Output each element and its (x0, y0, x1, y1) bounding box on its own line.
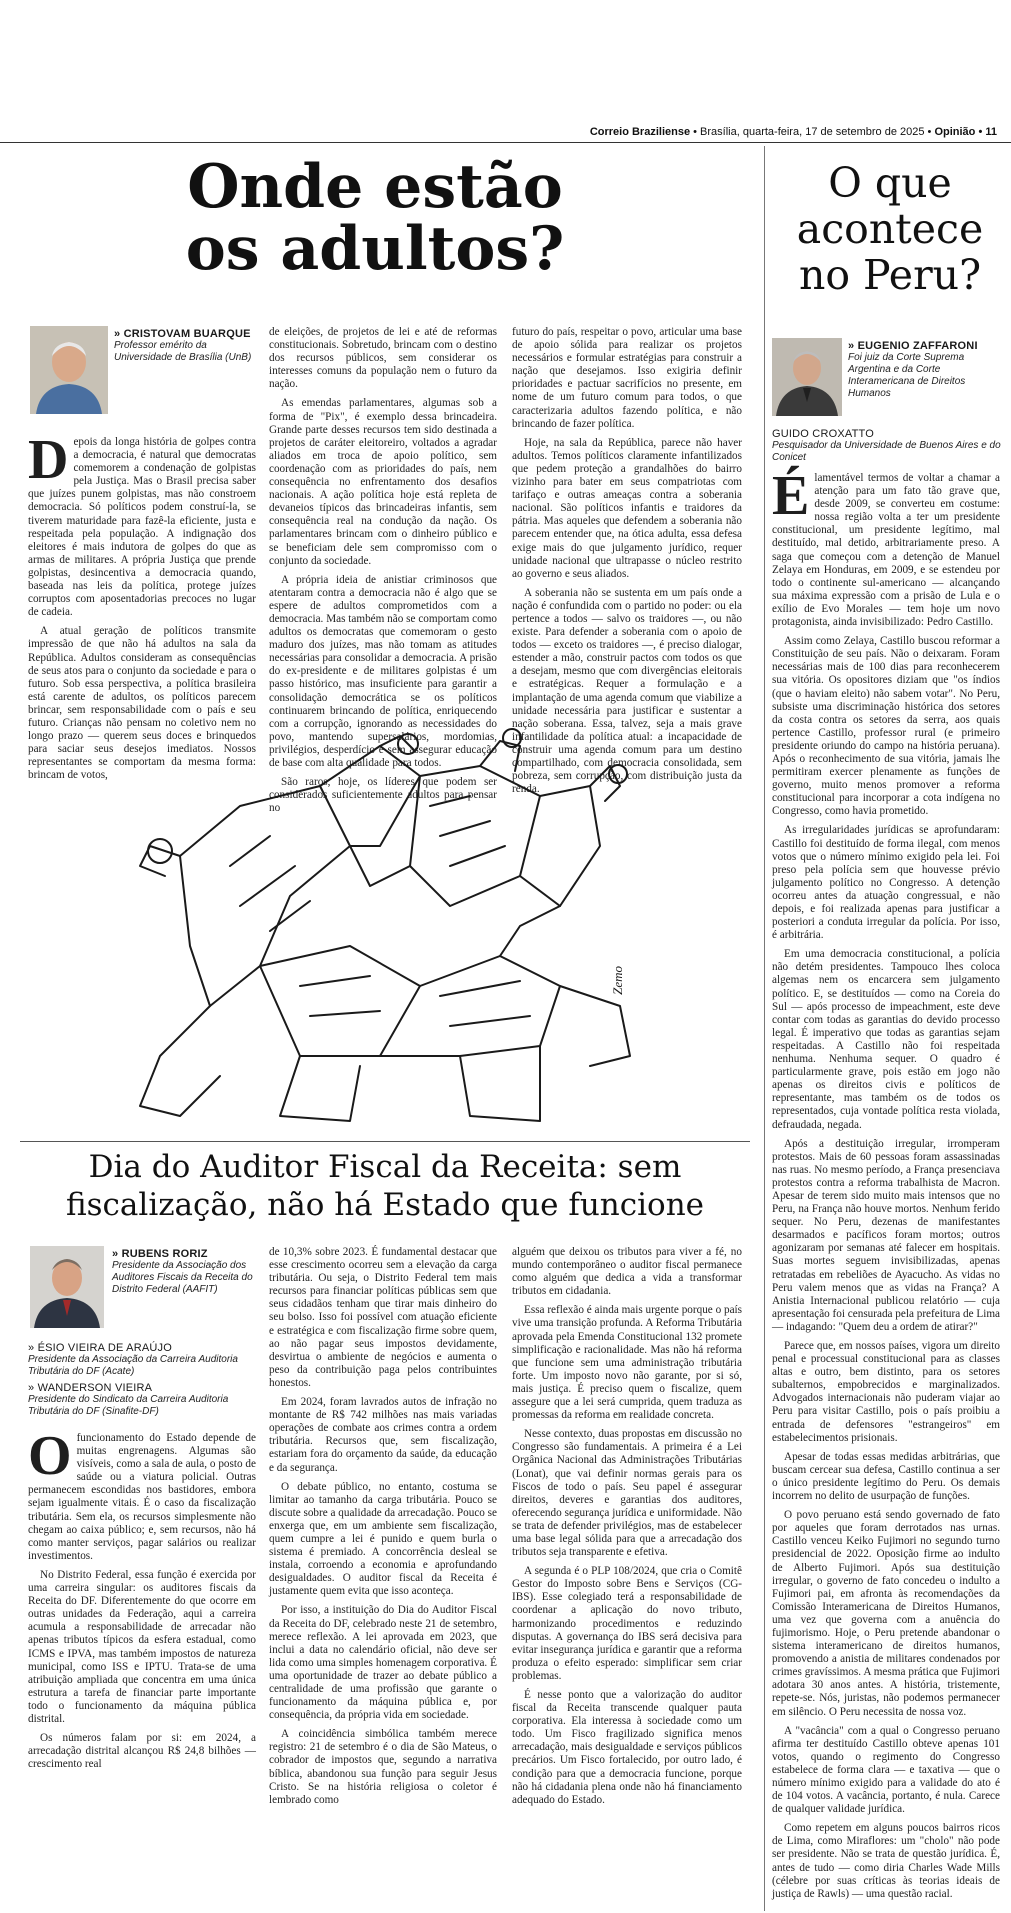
article3-p8: O povo peruano está sendo governado de fato por aqueles que foram derrotados nas urnas. Castillo venceu Keiko Fujimori no segundo turno presidencial de 2022. Oposição firme ao indulto de Alberto Fujimori. Após sua destituição irregular, o governo de fato concedeu o indulto a Fujimori pai, em afronta às recomendações da Comissão Interamericana de Direitos Humanos, uma vez que governa com a anuência do fujimorismo. Hoje, o Peru pretende abandonar o sistema interamericano de direitos humanos, promovendo a anistia de militares condenados por crimes gravíssimos. A mesma prática que Fujimori adotara 30 anos antes. A história, tristemente, repete-se. Nós, juristas, não podemos permanecer em silêncio. O Peru necessita de nossa voz. (772, 1509, 1000, 1718)
article1-c3p1: futuro do país, respeitar o povo, articular uma base de apoio sólida para realizar os projetos necessários e formular estratégias para construir a nação que desejamos. Isso exigiria definir prioridades e pactuar sacrifícios no presente, em nome de um futuro comum para todos, o que caracterizaria adultos fazendo política, e não brincando de fazer política. (512, 326, 742, 430)
article3-coauthor-name: GUIDO CROXATTO (772, 428, 875, 440)
article2-col1 (28, 1425, 256, 1777)
article3-p4: Em uma democracia constitucional, a polícia não detém presidentes. Tampouco lhes coloca algemas nem os encarcera sem julgamento político. E, se destituídos — como na Coreia do Sul — após processo de impeachment, este deve contar com todas as garantias do devido processo legal. É imperativo que todas as garantias sejam respeitadas. A Castillo não foi respeitada nenhuma. Nenhuma sequer. O quadro é particularmente grave, pois estão em jogo não apenas os direitos civis e políticos de representante, mas também os de todos os representados, cuja vontade política resta violada, defraudada, negada. (772, 948, 1000, 1131)
article3-author-photo (772, 338, 842, 416)
fighting-figures-illustration (120, 726, 650, 1136)
article1-author-name: » CRISTOVAM BUARQUE (114, 328, 251, 340)
article3-title-line3: no Peru? (798, 251, 982, 299)
dateline: • Brasília, quarta-feira, 17 de setembro de 2025 • (693, 126, 932, 138)
article1-c2p1: de eleições, de projetos de lei e até de reformas constitucionais. Sobretudo, brincam com o destino dos recursos públicos, sem considerar os interesses comuns da população nem o futuro da nação. (269, 326, 497, 391)
article2-c2p2: Em 2024, foram lavrados autos de infração no montante de R$ 742 milhões nas mais variadas operações de combate aos crimes contra a ordem tributária. Recursos que, sem fiscalização, estariam fora do orçamento da saúde, da educação e da segurança. (269, 1396, 497, 1474)
article1-title (120, 152, 630, 284)
article3-p1-text: lamentável termos de voltar a chamar a atenção para um fato tão grave que, desde 2009, se converteu em costume: nossa região volta a ter um presidente constitucional, um presidente legítimo, mal destituído, mal detido, arbitrariamente preso. A saga que começou com a detenção de Manuel Zelaya em Honduras, em 2009, e se estendeu por todo o continente sul-americano — alcançando sua máxima expressão com a prisão de Lula e o exílio de Evo Morales — tem hoje um novo protagonista, ainda invisibilizado: Pedro Castillo. (772, 472, 1000, 629)
article3-title-line1: O que (828, 159, 952, 207)
article1-p2: A atual geração de políticos transmite impressão de que não há adultos na sala da República. Adultos consideram as consequências de seus atos para o conjunto da sociedade e para o futuro. Sob essa perspectiva, a política brasileira está carente de adultos, os políticos parecem brincar, sem responsabilidade com o país e seu futuro. Crianças não pensam no coletivo nem no longo prazo — querem seus doces e brinquedos para saciar seus desejos imediatos. Nossos representantes se comportam da mesma forma: brincam de votos, (28, 625, 256, 782)
article3-p6: Parece que, em nossos países, vigora um direito penal e processual constitucional para as classes altas e outro, bem distinto, para os setores subalternos, empobrecidos e marginalizados. Advogados internacionais não puderam viajar ao Peru para visitar Castillo, pois o país proibiu a entrada de defensores "estrangeiros" em estabelecimentos prisionais. (772, 1340, 1000, 1444)
article1-c2p2: As emendas parlamentares, algumas sob a forma de "Pix", é exemplo dessa brincadeira. Grande parte desses recursos tem sido destinada a projetos de caráter eleitoreiro, voltados a agradar aliados em troca de apoio político, sem coordenação com as prioridades do país, nem consequência no enfrentamento dos desafios nacionais. A ação política hoje está repleta de devaneios típicos das brincadeiras infantis, sem consequência real na condução da nação. Os parlamentares brincam com o dinheiro público e se beneficiam dele sem compromisso com o conjunto da sociedade. (269, 397, 497, 567)
article2-c3p5: É nesse ponto que a valorização do auditor fiscal da Receita transcende qualquer pauta corporativa. Ela interessa à sociedade como um todo. Um Fisco fragilizado significa menos arrecadação, mais desigualdade e serviços públicos precários. Um Fisco fortalecido, por outro lado, é condição para que a democracia funcione, porque não há cidadania plena onde não há financiamento adequado do Estado. (512, 1689, 742, 1806)
article1-c3p3: A soberania não se sustenta em um país onde a nação é confundida com o partido no poder: ou ela pertence a todos — salvo os traidores —, ou não existe. Para defender a soberania com o apoio de todos — exceto os traidores —, é preciso dialogar, estender a mão, construir pactos com todos os que a desejam, mesmo que com divergências eleitorais e estratégicas. Requer a formulação e a implantação de uma agenda comum que viabilize a unidade necessária para justificar e sustentar a nação soberana. Essa, talvez, seja a mais grave infantilidade da política atual: a incapacidade de construir uma agenda comum para um destino compartilhado, com democracia consolidada, sem pobreza, sem corrupção, com distribuição justa da renda. (512, 586, 742, 796)
page-header-text (590, 126, 997, 138)
article3-title (772, 160, 1008, 298)
article1-c2p3: A própria ideia de anistiar criminosos que atentaram contra a democracia não é algo que se espere de adultos comprometidos com a democracia. Mas também não se comportam como adultos os democratas que comemoram o gesto maduro dos juízes, mas não tomam as atitudes necessárias para consolidar a democracia. A prisão do ex-presidente e de militares golpistas é um passo histórico, mas insuficiente para garantir a consolidação democrática se os políticos continuarem brincando de política, enriquecendo com a corrupção, ignorando as necessidades do povo, mantendo supersalários, mordomias, privilégios, desperdício e sem assegurar educação de base com alta qualidade para todos. (269, 573, 497, 769)
article2-author-photo (30, 1246, 104, 1328)
article1-byline (114, 328, 264, 364)
dropcap: O (28, 1425, 72, 1487)
article1-author-photo (30, 326, 108, 414)
article2-author2-name: » ÉSIO VIEIRA DE ARAÚJO (28, 1342, 172, 1354)
article2-col2 (269, 1246, 497, 1813)
article2-rule (20, 1141, 750, 1142)
article2-p2: No Distrito Federal, essa função é exercida por uma carreira singular: os auditores fiscais da Receita do DF. Diferentemente do que ocorre em outras unidades da Federação, aqui a carreira acumula a responsabilidade de arrecadar não apenas tributos típicos da esfera estadual, como ICMS e IPVA, mas também impostos de natureza municipal, como ISS e IPTU. Trata-se de uma atribuição ampliada que concentra em uma única estrutura a tarefa de financiar parte importante todo o funcionamento da máquina pública distrital. (28, 1568, 256, 1725)
column-divider (764, 146, 765, 1911)
article2-byline-3 (28, 1382, 258, 1418)
article3-p2: Assim como Zelaya, Castillo buscou reformar a Constituição de seu país. Não o deixaram. Foram necessárias mais de 100 dias para reconhecerem sua vitória. Os opositores diziam que "os índios (que o haviam eleito) não sabem votar". No Peru, subsiste uma discriminação histórica dos setores da costa contra os setores da serra, aos quais pertence Castillo, professor rural (e primeiro presidente oriundo do campo na história peruana). Após o reconhecimento de sua vitória, jamais lhe permitiram exercer plenamente as funções de governo, muito menos promover a reforma constitucional para incorporar a cota indígena no Congresso, como havia prometido. (772, 635, 1000, 818)
paper-name: Correio Braziliense (589, 126, 691, 138)
article3-p5: Após a destituição irregular, irromperam protestos. Mais de 60 pessoas foram assassinadas nas ruas. No mesmo período, a França presenciava protestos contra a reforma trabalhista de Macron. Apesar de terem sido muito mais intensos que no Peru, na França não houve mortos. Nenhum ferido sequer. No Peru, dezenas de manifestantes desarmados e pacíficos foram mortos; outros agonizaram por semanas até falecer em hospitais. Suas mortes seguem invisibilizadas, apenas retratadas em rebeliões de Ayacucho. As vidas no Peru valem menos que as vidas na França? A Anistia Internacional publicou relatório — cuja apresentação foi censurada pela prefeitura de Lima — indagando: "Quem deu a ordem de atirar?" (772, 1137, 1000, 1333)
article1-title-line1: Onde estão (187, 152, 563, 222)
portrait-icon (30, 326, 108, 414)
article3-coauthor-role: Pesquisador da Universidade de Buenos Aires e do Conicet (772, 440, 1001, 463)
article3-p7: Apesar de todas essas medidas arbitrárias, que buscam cercear sua defesa, Castillo continua a ser o único presidente legítimo do Peru. Os demais incorrem no delito de usurpação de funções. (772, 1450, 1000, 1503)
article2-col3 (512, 1246, 742, 1813)
article2-title (20, 1148, 750, 1224)
article1-author-role: Professor emérito da Universidade de Brasília (UnB) (114, 340, 252, 363)
article2-author2-role: Presidente da Associação da Carreira Auditoria Tributária do DF (Acate) (28, 1354, 238, 1377)
article1-p1-text: epois da longa história de golpes contra a democracia, é natural que democratas comemorem a condenação de golpistas pela Justiça. Mas o Brasil precisa saber que juízes punem golpistas, mas não constroem democracia. Só políticos podem construí-la, se tiverem maturidade para fazê-la eficiente, justa e respeitada pela população. A indignação dos eleitores é mais indutora de golpes do que as armas de militares. A própria Justiça que prende golpistas, desincentiva a democracia quando, baseada nas leis da política, protege juízes corruptos com aposentadorias precoces no lugar de cadeia. (28, 436, 256, 619)
article2-title-line1: Dia do Auditor Fiscal da Receita: sem (88, 1149, 682, 1185)
article2-c3p2: Essa reflexão é ainda mais urgente porque o país vive uma transição profunda. A Reforma Tributária aprovada pela Emenda Constitucional 132 promete simplificação e racionalidade. Mas não há reforma que funcione sem uma administração tributária forte. Um imposto novo não garante, por si só, mais justiça. É preciso quem o fiscalize, quem assegure que a lei será cumprida, quem traduza as promessas da reforma em realidade concreta. (512, 1304, 742, 1422)
article2-c2p4: Por isso, a instituição do Dia do Auditor Fiscal da Receita do DF, celebrado neste 21 de setembro, merece reflexão. A lei aprovada em 2023, que inclui a data no calendário oficial, não deve ser lida como uma simples homenagem corporativa. É uma oportunidade de trazer ao debate público a centralidade de uma profissão que garante o funcionamento da máquina pública e, por consequência, da própria vida em sociedade. (269, 1604, 497, 1722)
article2-c3p3: Nesse contexto, duas propostas em discussão no Congresso são fundamentais. A primeira é a Lei Orgânica Nacional das Administrações Tributárias (Lonat), que vai definir normas gerais para os Fiscos de todo o país. Seu papel é assegurar direitos, deveres e garantias dos auditores, oferecendo segurança jurídica e uniformidade. Não se trata de defender privilégios, mas de estabelecer uma base legal sólida para que a arrecadação dos tributos seja transparente e efetiva. (512, 1428, 742, 1559)
article2-author3-role: Presidente do Sindicato da Carreira Auditoria Tributária do DF (Sinafite-DF) (28, 1394, 229, 1417)
article2-c2p5: A coincidência simbólica também merece registro: 21 de setembro é o dia de São Mateus, o cobrador de impostos que, segundo a narrativa bíblica, abandonou sua função para seguir Jesus Cristo. Se na história religiosa o coletor é lembrado como (269, 1728, 497, 1806)
portrait-icon (772, 338, 842, 416)
section-name: Opinião (934, 126, 976, 138)
article1-p1 (28, 429, 256, 619)
article2-p1 (28, 1425, 256, 1563)
article3-byline (848, 340, 1000, 400)
article2-c2p3: O debate público, no entanto, costuma se limitar ao tamanho da carga tributária. Pouco se discute sobre a qualidade da arrecadação. Pouco se enxerga que, em um ambiente sem fiscalização, quem cumpre a lei é punido e quem burla o sistema é premiado. A concorrência desleal se instala, corroendo a economia e aprofundando desigualdades. O auditor fiscal da Receita é justamente quem evita que isso aconteça. (269, 1480, 497, 1598)
article2-c3p4: A segunda é o PLP 108/2024, que cria o Comitê Gestor do Imposto sobre Bens e Serviços (CG-IBS). Esse colegiado terá a responsabilidade de coordenar a aplicação do novo tributo, harmonizando procedimentos e reduzindo disputas. A governança do IBS será decisiva para evitar insegurança jurídica e garantir que a reforma produza o efeito esperado: simplificar sem criar problemas. (512, 1565, 742, 1682)
illustrator-signature: Zemo (610, 966, 625, 995)
article3-body (772, 465, 1000, 1907)
article3-coauthor (772, 428, 1002, 464)
page-header (0, 124, 1011, 143)
article2-title-line2: fiscalização, não há Estado que funcione (65, 1187, 705, 1223)
article3-author-name: » EUGENIO ZAFFARONI (848, 340, 978, 352)
article1-title-line2: os adultos? (185, 214, 565, 284)
portrait-icon (30, 1246, 104, 1328)
article1-illustration (120, 726, 650, 1136)
article2-byline-2 (28, 1342, 258, 1378)
article2-byline-1 (112, 1248, 262, 1296)
article2-c3p1: alguém que deixou os tributos para viver a fé, no mundo contemporâneo o auditor fiscal permanece como alguém que dedica a vida a transformar tributos em cidadania. (512, 1246, 742, 1298)
article1-c2p4: São raros, hoje, os líderes que podem ser considerados suficientemente adultos para pensar no (269, 776, 497, 815)
article3-author-role: Foi juiz da Corte Suprema Argentina e da Corte Interamericana de Direitos Humanos (848, 352, 966, 399)
article2-p3: Os números falam por si: em 2024, a arrecadação distrital alcançou R$ 24,8 bilhões — crescimento real (28, 1732, 256, 1771)
dropcap: É (772, 465, 810, 527)
article3-p10: Como repetem em alguns poucos bairros ricos de Lima, como Miraflores: um "cholo" não pode ser presidente. Não se trata de questão jurídica. É, antes de tudo — como diria Charles Wade Mills (célebre por suas críticas às teorias ideais de justiça de Rawls) — uma questão racial. (772, 1822, 1000, 1900)
article2-author1-name: » RUBENS RORIZ (112, 1248, 208, 1260)
article3-p3: As irregularidades jurídicas se aprofundaram: Castillo foi destituído de forma ilegal, com menos votos que o número mínimo exigido pela lei. Foi preso pela polícia sem que houvesse prévio julgamento político no Congresso. A detenção ocorreu antes da atuação congressual, e não depois, e foi realizada apenas para justificar a posteriori a conduta irregular da polícia. Por isso, é arbitrária. (772, 824, 1000, 942)
dropcap: D (28, 429, 69, 491)
article3-p9: A "vacância" com a qual o Congresso peruano afirma ter destituído Castillo obteve apenas 101 votos, quando o regimento do Congresso estabelece de forma clara — e taxativa — que o número mínimo exigido para a validade do ato é de 104 votos. A vacância, portanto, é nula. Carece de qualquer validade jurídica. (772, 1724, 1000, 1816)
article2-author1-role: Presidente da Associação dos Auditores Fiscais da Receita do Distrito Federal (AAFIT) (112, 1260, 253, 1295)
article2-c2p1: de 10,3% sobre 2023. É fundamental destacar que esse crescimento ocorreu sem a elevação da carga tributária. Ou seja, o Distrito Federal tem mais recursos para financiar políticas públicas sem que seus cidadãos tenham que tirar mais dinheiro do seu bolso. Isso foi possível com atuação eficiente e estratégica e com fiscalização firme sobre quem, ao não pagar seus impostos devidamente, desvirtua o ambiente de negócios e aumenta o peso da contribuição paga pelos contribuintes honestos. (269, 1246, 497, 1389)
article1-c3p2: Hoje, na sala da República, parece não haver adultos. Temos políticos claramente infantilizados que pedem proteção a grandalhões do bairro vizinho para bater em seus compatriotas com tarifaço e outras ameaças contra a soberania nacional. São políticos infantis e traidores da pátria. Mas aqueles que defendem a soberania não parecem entender que, na ótica adulta, essa defesa exige mais do que julgamento jurídico, requer unidade nacional que ultrapasse o núcleo restrito ao governo e seus aliados. (512, 436, 742, 580)
page-number: • 11 (978, 126, 997, 138)
article2-p1-text: funcionamento do Estado depende de muitas engrenagens. Algumas são visíveis, como a sala de aula, o posto de saúde ou a viatura policial. Outras permanecem escondidas nos bastidores, embora sejam igualmente vitais. É o caso da fiscalização tributária. Sem ela, os recursos simplesmente não chegam ao caixa público; e, sem recursos, não há como manter serviços, pagar salários ou realizar investimentos. (28, 1432, 256, 1562)
article2-author3-name: » WANDERSON VIEIRA (28, 1382, 153, 1394)
article3-p1 (772, 465, 1000, 629)
article3-title-line2: acontece (796, 205, 984, 253)
